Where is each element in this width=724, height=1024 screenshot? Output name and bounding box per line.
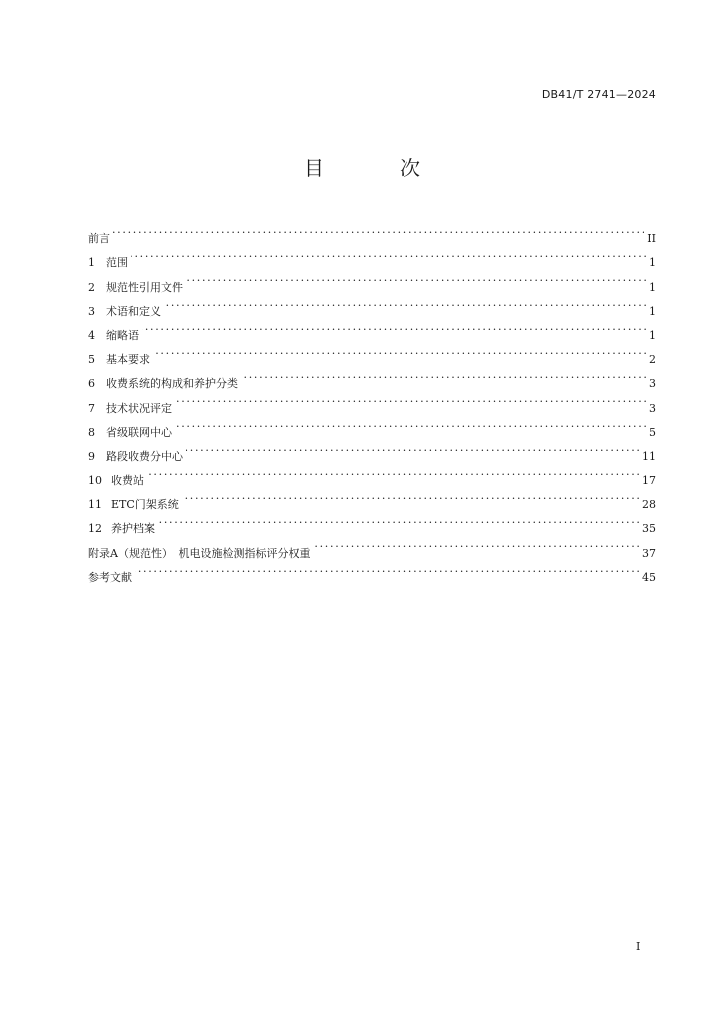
toc-entry-number: 3 [88,304,95,318]
toc-entry-2[interactable] [88,266,656,294]
toc-leader-dots [164,291,646,315]
toc-leader-dots [142,315,646,339]
toc-entry-label: 参考文献 [88,570,132,584]
toc-entry-page: 11 [642,449,656,463]
toc-entry-foreword[interactable] [88,218,656,246]
toc-entry-label: 基本要求 [106,353,150,367]
toc-entry-number: 7 [88,401,95,415]
toc-entry-label: 路段收费分中心 [106,449,183,463]
toc-entry-page: 1 [649,304,656,318]
toc-entry-label: 附录A（规范性） 机电设施检测指标评分权重 [88,546,311,560]
toc-entry-number: 11 [88,498,102,512]
toc-leader-dots [135,557,639,581]
toc-entry-page: 2 [649,353,656,367]
toc-entry-label: 技术状况评定 [106,401,172,415]
toc-entry-appendix-a[interactable] [88,532,656,560]
toc-entry-9[interactable] [88,436,656,463]
toc-entry-number: 12 [88,522,102,536]
toc-entry-page: 1 [649,328,656,342]
toc-entry-number: 6 [88,377,95,391]
toc-entry-label: 省级联网中心 [106,425,172,439]
toc-leader-dots [313,532,639,556]
document-code: DB41/T 2741—2024 [541,88,656,101]
toc-leader-dots [131,242,646,266]
toc-entry-label: 缩略语 [106,328,139,342]
toc-entry-number: 1 [88,256,95,270]
page-number: I [636,940,641,953]
toc-entry-label: 前言 [88,232,110,246]
toc-entry-number: 8 [88,425,95,439]
toc-entry-label: 收费系统的构成和养护分类 [106,377,238,391]
toc-entry-page: 3 [649,377,656,391]
toc-title: 目 次 [304,156,448,180]
toc-entry-label: 范围 [106,256,128,270]
toc-entry-page: 28 [642,498,656,512]
toc-entry-label: 养护档案 [111,522,155,536]
toc-leader-dots [241,363,646,387]
toc-entry-number: 10 [88,474,102,488]
toc-leader-dots [113,218,644,242]
toc-entry-number: 4 [88,328,95,342]
toc-entry-references[interactable] [88,557,656,584]
toc-entry-number: 2 [88,280,95,294]
toc-entry-number: 5 [88,353,95,367]
toc-entry-11[interactable] [88,484,656,512]
toc-entry-page: 17 [642,474,656,488]
toc-entry-4[interactable] [88,315,656,342]
toc-entry-page: 1 [649,256,656,270]
toc-entry-label: 收费站 [111,474,144,488]
toc-entry-number: 9 [88,449,95,463]
toc-entry-12[interactable] [88,508,656,536]
toc-entry-10[interactable] [88,460,656,488]
toc-entry-page: 35 [642,522,656,536]
toc-entry-label: 术语和定义 [106,304,161,318]
toc-leader-dots [186,266,646,290]
toc-entry-page: 37 [642,546,656,560]
toc-entry-6[interactable] [88,363,656,391]
toc-entry-5[interactable] [88,339,656,367]
toc-entry-1[interactable] [88,242,656,270]
toc-entry-page: II [647,232,656,246]
toc-entry-8[interactable] [88,412,656,439]
toc-entry-page: 5 [649,425,656,439]
toc-entry-3[interactable] [88,291,656,318]
toc-leader-dots [153,339,646,363]
toc-leader-dots [158,508,639,532]
toc-entry-label: 规范性引用文件 [106,280,183,294]
toc-leader-dots [182,484,639,508]
toc-entry-label: ETC门架系统 [111,498,179,512]
toc-entry-page: 3 [649,401,656,415]
table-of-contents [88,218,656,584]
toc-entry-page: 1 [649,280,656,294]
toc-leader-dots [175,387,646,411]
toc-entry-page: 45 [642,570,656,584]
toc-leader-dots [175,412,646,436]
toc-leader-dots [186,436,639,460]
toc-leader-dots [147,460,639,484]
